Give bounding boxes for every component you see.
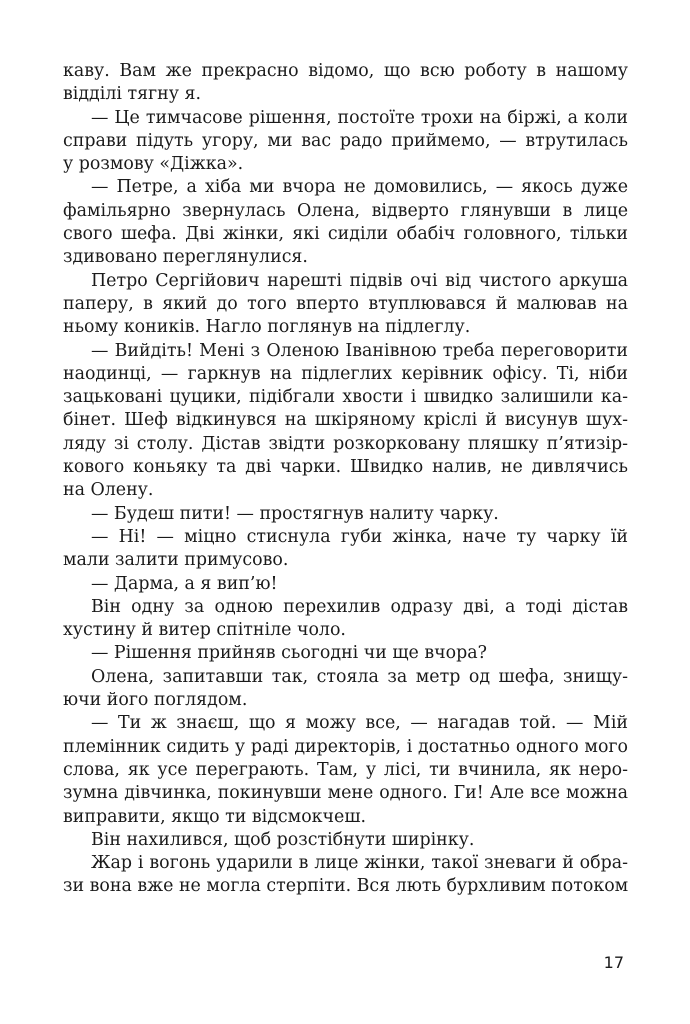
body-text <box>63 60 628 899</box>
text-line: свого шефа. Дві жінки, які сиділи обабіч головного, тільки <box>63 224 628 245</box>
text-line: Петро Сергійович нарешті підвів очі від чистого аркуша <box>91 270 628 291</box>
text-line: Він одну за одною перехилив одразу дві, а тоді дістав <box>91 596 628 617</box>
text-line: — Ти ж знаєш, що я можу все, — нагадав той. — Мій <box>91 713 628 734</box>
text-line: зумна дівчинка, покинувши мене одного. Ги! Але все можна <box>63 783 628 804</box>
text-line: бінет. Шеф відкинувся на шкіряному кріслі й висунув шух- <box>63 410 628 431</box>
text-line: мали залити примусово. <box>63 550 289 571</box>
text-line: наодинці, — гаркнув на підлеглих керівник офісу. Ті, ніби <box>63 363 628 384</box>
text-line: відділі тягну я. <box>63 84 202 105</box>
text-line: каву. Вам же прекрасно відомо, що всю роботу в нашому <box>63 61 628 81</box>
text-line: паперу, в який до того вперто втуплювався й малював на <box>63 293 628 314</box>
text-line: здивовано переглянулися. <box>63 247 308 268</box>
text-line: зацьковані цуцики, підібгали хвости і швидко залишили ка- <box>63 387 628 408</box>
text-line: фамільярно звернулась Олена, відверто глянувши в лице <box>63 200 628 221</box>
page-number: 17 <box>603 953 624 972</box>
text-line: виправити, якщо ти відсмокчеш. <box>63 806 367 827</box>
text-line: Він нахилився, щоб розстібнути ширінку. <box>91 829 475 850</box>
text-line: хустину й витер спітніле чоло. <box>63 620 346 641</box>
text-line: ляду зі столу. Дістав звідти розкорковану пляшку п’ятизір- <box>63 433 628 454</box>
text-line: — Дарма, а я вип’ю! <box>91 573 278 594</box>
text-line: зи вона вже не могла стерпіти. Вся лють бурхливим потоком <box>63 876 629 897</box>
text-line: на Олену. <box>63 480 154 501</box>
text-line: ючи його поглядом. <box>63 690 248 711</box>
text-line: кового коньяку та дві чарки. Швидко налив, не дивлячись <box>63 457 628 478</box>
text-line: — Рішення прийняв сьогодні чи ще вчора? <box>91 643 487 664</box>
text-line: Жар і вогонь ударили в лице жінки, такої зневаги й обра- <box>91 853 628 874</box>
text-line: справи підуть угору, ми вас радо приймемо, — втрутилась <box>63 130 628 151</box>
text-line: слова, як усе переграють. Там, у лісі, ти вчинила, як неро- <box>63 759 628 780</box>
text-line: племінник сидить у раді директорів, і достатньо одного мого <box>63 736 628 757</box>
text-line: — Вийдіть! Мені з Оленою Іванівною треба переговорити <box>91 340 628 361</box>
text-line: у розмову «Діжка». <box>63 154 244 175</box>
text-line: — Ні! — міцно стиснула губи жінка, наче ту чарку їй <box>91 526 628 547</box>
text-line: — Це тимчасове рішення, постоїте трохи на біржі, а коли <box>91 107 628 128</box>
text-line: — Будеш пити! — простягнув налиту чарку. <box>91 503 499 524</box>
text-line: ньому коників. Нагло поглянув на підлеглу. <box>63 317 471 338</box>
text-line: Олена, запитавши так, стояла за метр од шефа, знищу- <box>91 666 628 687</box>
text-line: — Петре, а хіба ми вчора не домовились, — якось дуже <box>91 177 628 198</box>
